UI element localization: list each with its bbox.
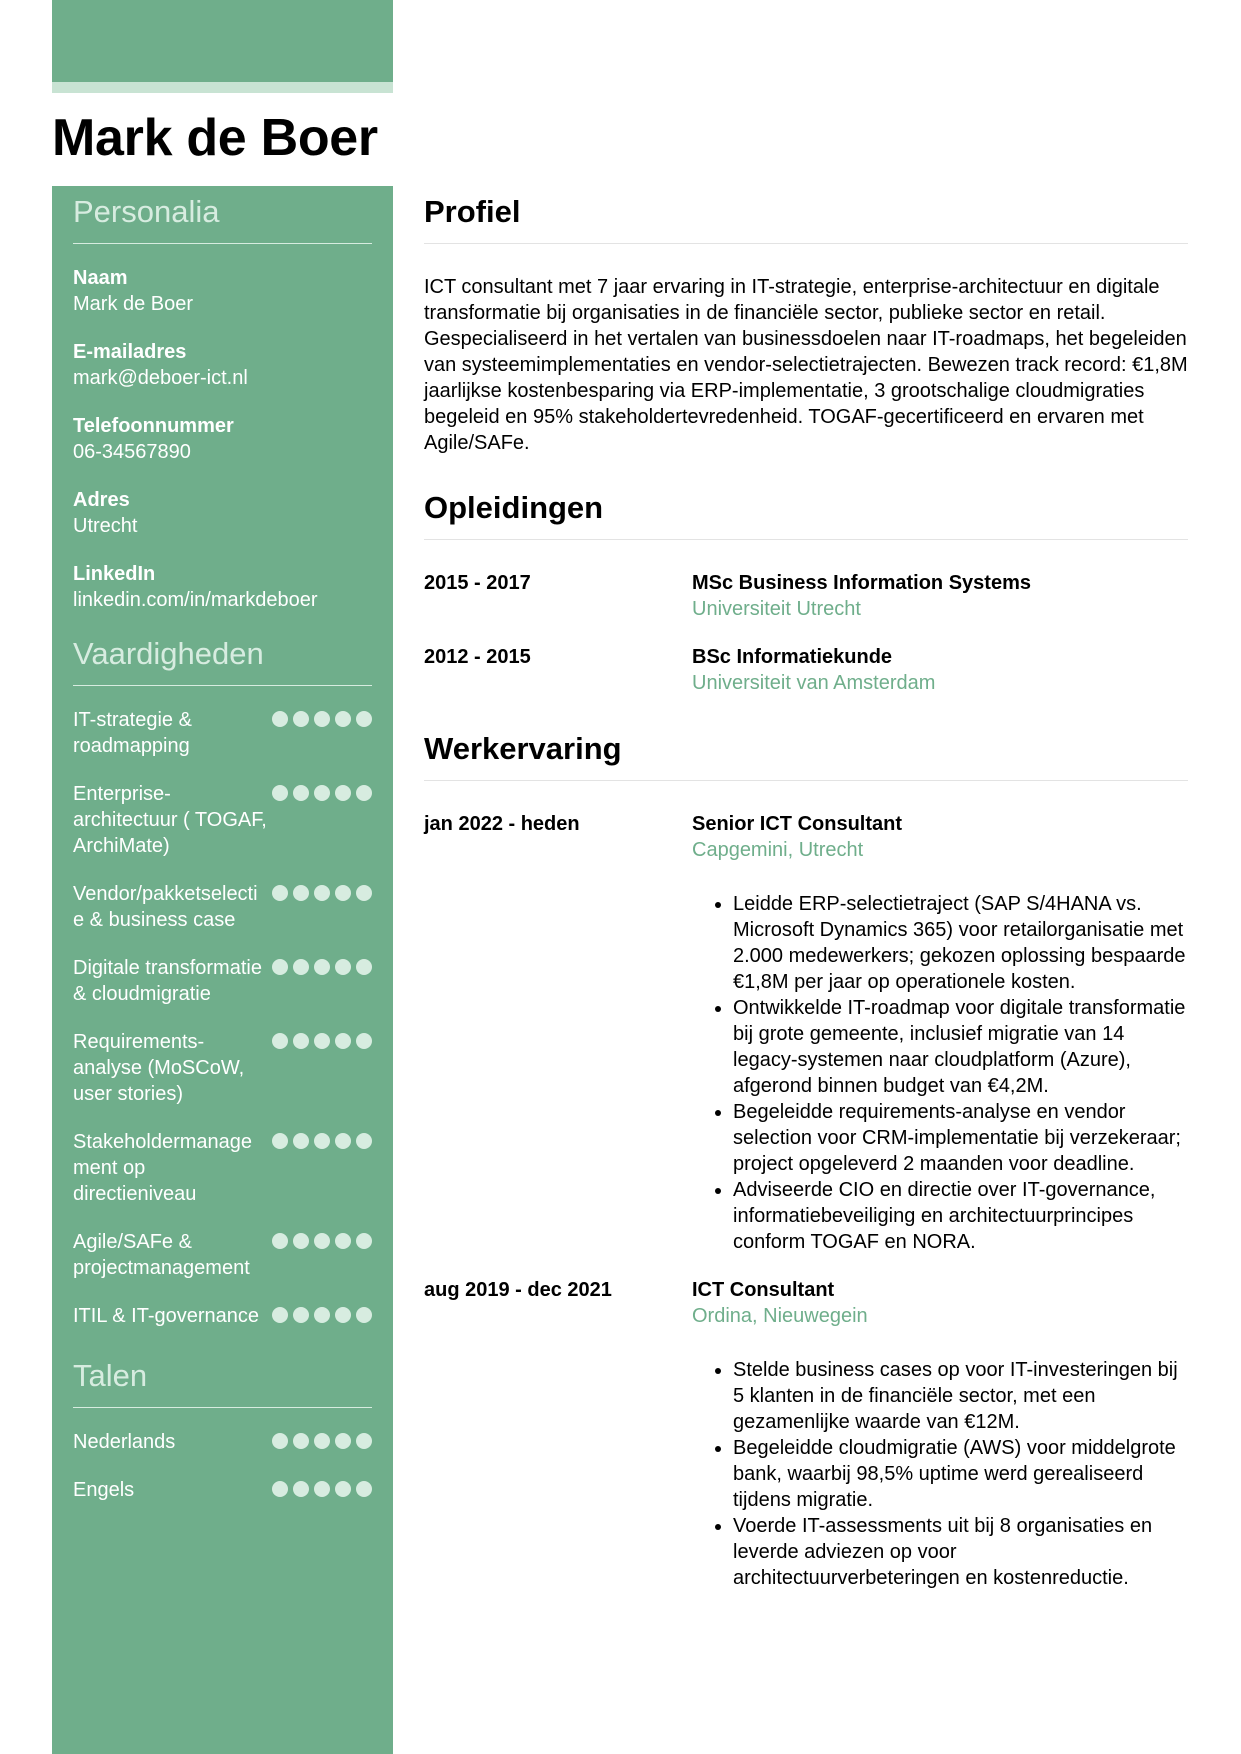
rating-dot-icon bbox=[314, 711, 330, 727]
education-item bbox=[424, 644, 1188, 696]
rated-item-label: Enterprise-architectuur ( TOGAF, ArchiMate) bbox=[73, 783, 267, 857]
personal-label: E-mailadres bbox=[73, 341, 187, 363]
personal-value: mark@deboer-ict.nl bbox=[73, 367, 248, 389]
rating-dot-icon bbox=[293, 885, 309, 901]
rated-item-label: Digitale transformatie & cloudmigratie bbox=[73, 957, 262, 1005]
personal-label: Telefoonnummer bbox=[73, 415, 234, 437]
rated-item-label: Stakeholdermanage ment op directieniveau bbox=[73, 1131, 253, 1205]
rating-dot-icon bbox=[293, 1033, 309, 1049]
rating-dot-icon bbox=[335, 1033, 351, 1049]
languages-list bbox=[73, 1429, 372, 1503]
rating-dots bbox=[272, 1229, 372, 1249]
education-degree: MSc Business Information Systems bbox=[692, 572, 1031, 594]
rating-dot-icon bbox=[335, 885, 351, 901]
achievement-item: • Adviseerde CIO en directie over IT-governance, informatiebeveiliging en architectuurprincipes conform TOGAF en NORA. bbox=[733, 1177, 1188, 1255]
rating-dots bbox=[272, 881, 372, 901]
rated-item bbox=[73, 881, 372, 933]
profile-heading: Profiel bbox=[424, 194, 521, 229]
job-title: Senior ICT Consultant bbox=[692, 813, 902, 835]
rating-dot-icon bbox=[356, 1481, 372, 1497]
education-institution: Universiteit Utrecht bbox=[692, 598, 861, 620]
achievement-item: • Begeleidde requirements-analyse en vendor selection voor CRM-implementatie bij verzekeraar; project opgeleverd 2 maanden voor deadline. bbox=[733, 1099, 1188, 1177]
rated-item bbox=[73, 955, 372, 1007]
job-company: Capgemini, Utrecht bbox=[692, 839, 864, 861]
education-heading: Opleidingen bbox=[424, 490, 604, 525]
rating-dot-icon bbox=[293, 785, 309, 801]
education-divider bbox=[424, 539, 1188, 540]
education-period: 2012 - 2015 bbox=[424, 646, 531, 668]
rated-item-label: Requirements-analyse (MoSCoW, user stories) bbox=[73, 1031, 245, 1105]
achievement-item: • Voerde IT-assessments uit bij 8 organisaties en leverde adviezen op voor architectuurverbeteringen en kostenreductie. bbox=[733, 1513, 1188, 1591]
job-company: Ordina, Nieuwegein bbox=[692, 1305, 868, 1327]
rating-dot-icon bbox=[272, 1033, 288, 1049]
languages-divider bbox=[73, 1407, 372, 1408]
experience-item bbox=[424, 1277, 1188, 1591]
rating-dot-icon bbox=[356, 711, 372, 727]
personal-label: Naam bbox=[73, 267, 128, 289]
rated-item bbox=[73, 1229, 372, 1281]
job-achievements bbox=[692, 1357, 1188, 1591]
personal-value: linkedin.com/in/markdeboer bbox=[73, 589, 318, 611]
education-details bbox=[692, 570, 1188, 622]
rating-dot-icon bbox=[335, 1233, 351, 1249]
rating-dots bbox=[272, 1029, 372, 1049]
rating-dot-icon bbox=[272, 959, 288, 975]
experience-heading: Werkervaring bbox=[424, 731, 622, 766]
personal-item-name bbox=[73, 265, 372, 317]
rating-dot-icon bbox=[356, 885, 372, 901]
rating-dot-icon bbox=[293, 959, 309, 975]
rating-dot-icon bbox=[314, 1481, 330, 1497]
experience-section bbox=[424, 730, 1188, 1591]
rating-dot-icon bbox=[314, 1033, 330, 1049]
rated-item bbox=[73, 1477, 372, 1503]
rating-dot-icon bbox=[314, 1433, 330, 1449]
personal-label: LinkedIn bbox=[73, 563, 156, 585]
rated-item bbox=[73, 707, 372, 759]
rating-dot-icon bbox=[272, 711, 288, 727]
personal-value: 06-34567890 bbox=[73, 441, 191, 463]
skills-heading: Vaardigheden bbox=[73, 636, 264, 671]
rating-dot-icon bbox=[272, 1307, 288, 1323]
rating-dot-icon bbox=[293, 1433, 309, 1449]
header-accent-strip bbox=[52, 82, 393, 93]
rated-item bbox=[73, 1429, 372, 1455]
job-title: ICT Consultant bbox=[692, 1279, 835, 1301]
profile-section bbox=[424, 186, 1188, 456]
personal-value: Mark de Boer bbox=[73, 293, 194, 315]
personalia-heading: Personalia bbox=[73, 194, 220, 229]
rating-dot-icon bbox=[314, 785, 330, 801]
rated-item bbox=[73, 1129, 372, 1207]
achievement-item: • Begeleidde cloudmigratie (AWS) voor middelgrote bank, waarbij 98,5% uptime werd gerealiseerd tijdens migratie. bbox=[733, 1435, 1188, 1513]
rating-dot-icon bbox=[356, 1033, 372, 1049]
rated-item-label: IT-strategie & roadmapping bbox=[73, 709, 192, 757]
personal-item-email bbox=[73, 339, 372, 391]
achievement-item: • Ontwikkelde IT-roadmap voor digitale transformatie bij grote gemeente, inclusief migratie van 14 legacy-systemen naar cloudplatform (Azure), afgerond binnen budget van €4,2M. bbox=[733, 995, 1188, 1099]
rating-dot-icon bbox=[356, 1307, 372, 1323]
rating-dots bbox=[272, 1477, 372, 1497]
profile-text: ICT consultant met 7 jaar ervaring in IT-strategie, enterprise-architectuur en digitale transformatie bij organisaties in de financiële sector, publieke sector en retail. Gespecialiseerd in het vertalen van businessdoelen naar IT-roadmaps, het begeleiden van systeemimplementaties en vendor-selectietrajecten. Bewezen track record: €1,8M jaarlijkse kostenbesparing via ERP-implementatie, 3 grootschalige cloudmigraties begeleid en 95% stakeholdertevredenheid. TOGAF-gecertificeerd en ervaren met Agile/SAFe. bbox=[424, 276, 1188, 454]
rated-item-label: ITIL & IT-governance bbox=[73, 1305, 260, 1327]
rating-dot-icon bbox=[314, 1133, 330, 1149]
rating-dot-icon bbox=[293, 1481, 309, 1497]
rating-dot-icon bbox=[356, 1233, 372, 1249]
rating-dot-icon bbox=[335, 1433, 351, 1449]
skills-section bbox=[73, 635, 372, 1329]
rating-dot-icon bbox=[272, 1481, 288, 1497]
personal-item-linkedin bbox=[73, 561, 372, 613]
rating-dot-icon bbox=[314, 1307, 330, 1323]
rated-item-label: Engels bbox=[73, 1479, 135, 1501]
rated-item bbox=[73, 1303, 372, 1329]
personalia-divider bbox=[73, 243, 372, 244]
rating-dot-icon bbox=[272, 1433, 288, 1449]
skills-divider bbox=[73, 685, 372, 686]
rating-dot-icon bbox=[335, 711, 351, 727]
rating-dots bbox=[272, 1303, 372, 1323]
experience-item bbox=[424, 811, 1188, 1255]
rating-dot-icon bbox=[335, 785, 351, 801]
rating-dot-icon bbox=[272, 785, 288, 801]
rating-dots bbox=[272, 707, 372, 727]
rating-dot-icon bbox=[314, 959, 330, 975]
experience-details bbox=[692, 1277, 1188, 1591]
rated-item bbox=[73, 1029, 372, 1107]
education-degree: BSc Informatiekunde bbox=[692, 646, 893, 668]
achievement-item: • Stelde business cases op voor IT-investeringen bij 5 klanten in de financiële sector, met een gezamenlijke waarde van €12M. bbox=[733, 1357, 1188, 1435]
rating-dot-icon bbox=[356, 1433, 372, 1449]
education-details bbox=[692, 644, 1188, 696]
rating-dot-icon bbox=[293, 1133, 309, 1149]
education-item bbox=[424, 570, 1188, 622]
rated-item-label: Agile/SAFe & projectmanagement bbox=[73, 1231, 250, 1279]
rating-dot-icon bbox=[293, 1307, 309, 1323]
experience-divider bbox=[424, 780, 1188, 781]
candidate-name: Mark de Boer bbox=[52, 109, 378, 167]
rating-dots bbox=[272, 781, 372, 801]
rated-item bbox=[73, 781, 372, 859]
rating-dot-icon bbox=[356, 1133, 372, 1149]
personal-label: Adres bbox=[73, 489, 130, 511]
rating-dots bbox=[272, 1129, 372, 1149]
rating-dot-icon bbox=[314, 1233, 330, 1249]
sidebar bbox=[52, 186, 393, 1754]
personal-value: Utrecht bbox=[73, 515, 138, 537]
achievement-item: • Leidde ERP-selectietraject (SAP S/4HANA vs. Microsoft Dynamics 365) voor retailorganisatie met 2.000 medewerkers; gekozen oplossing bespaarde €1,8M per jaar op operationele kosten. bbox=[733, 891, 1188, 995]
rated-item-label: Vendor/pakketselecti e & business case bbox=[73, 883, 258, 931]
experience-period: aug 2019 - dec 2021 bbox=[424, 1279, 612, 1301]
rating-dot-icon bbox=[335, 1481, 351, 1497]
rating-dots bbox=[272, 1429, 372, 1449]
experience-period: jan 2022 - heden bbox=[424, 813, 580, 835]
rating-dot-icon bbox=[314, 885, 330, 901]
rating-dot-icon bbox=[272, 1233, 288, 1249]
rating-dot-icon bbox=[335, 1307, 351, 1323]
languages-heading: Talen bbox=[73, 1358, 148, 1393]
rating-dot-icon bbox=[335, 959, 351, 975]
job-achievements bbox=[692, 891, 1188, 1255]
skills-list bbox=[73, 707, 372, 1329]
rating-dot-icon bbox=[356, 785, 372, 801]
rating-dot-icon bbox=[293, 711, 309, 727]
rating-dot-icon bbox=[272, 885, 288, 901]
personal-item-address bbox=[73, 487, 372, 539]
rating-dots bbox=[272, 955, 372, 975]
education-section bbox=[424, 489, 1188, 696]
rating-dot-icon bbox=[356, 959, 372, 975]
main-content bbox=[424, 186, 1188, 1591]
education-period: 2015 - 2017 bbox=[424, 572, 531, 594]
rating-dot-icon bbox=[272, 1133, 288, 1149]
rating-dot-icon bbox=[293, 1233, 309, 1249]
personalia-section bbox=[73, 186, 372, 613]
header-color-block bbox=[52, 0, 393, 82]
profile-divider bbox=[424, 243, 1188, 244]
personal-item-phone bbox=[73, 413, 372, 465]
experience-details bbox=[692, 811, 1188, 1255]
education-institution: Universiteit van Amsterdam bbox=[692, 672, 936, 694]
rated-item-label: Nederlands bbox=[73, 1431, 176, 1453]
languages-section bbox=[73, 1357, 372, 1503]
rating-dot-icon bbox=[335, 1133, 351, 1149]
